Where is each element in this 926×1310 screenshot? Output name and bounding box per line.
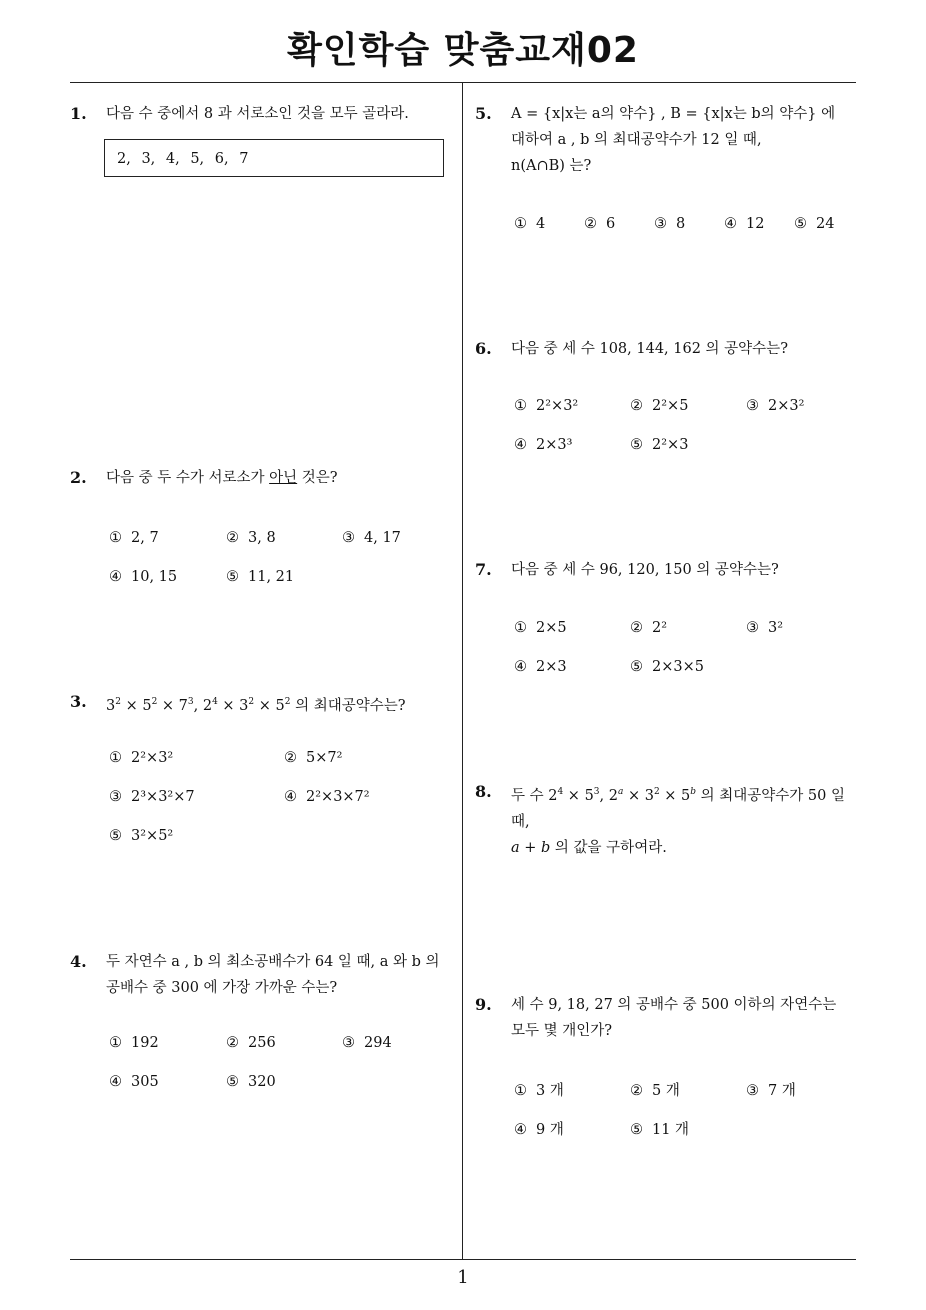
choice-1[interactable]: ① 2×5 [514, 620, 567, 636]
page-title: 확인학습 맞춤교재02 [287, 30, 639, 71]
choice-3[interactable]: ③ 4, 17 [342, 530, 401, 546]
choice-4[interactable]: ④ 2×3 [514, 659, 567, 675]
question-stem: 다음 수 중에서 8 과 서로소인 것을 모두 골라라. [106, 106, 409, 122]
question-number: 2. [70, 468, 87, 487]
choice-3[interactable]: ③ 8 [654, 216, 686, 232]
choice-3[interactable]: ③ 7 개 [746, 1083, 796, 1099]
choice-5[interactable]: ⑤ 11, 21 [226, 569, 295, 585]
choice-1[interactable]: ① 3 개 [514, 1083, 564, 1099]
question-stem: 다음 중 세 수 96, 120, 150 의 공약수는? [511, 562, 779, 578]
column-divider [462, 83, 463, 1259]
choice-2[interactable]: ② 3, 8 [226, 530, 276, 546]
question-stem: 두 수 $2^4 \times 5^3$, $2^a \times 3^2 \times 5^b$ 의 최대공약수가 50 일 때, a + b 의 값을 구하여라. [511, 787, 845, 856]
choice-2[interactable]: ② 5×7² [284, 750, 343, 766]
choice-1[interactable]: ① 4 [514, 216, 546, 232]
choice-4[interactable]: ④ 9 개 [514, 1122, 564, 1138]
question-number: 7. [475, 560, 492, 579]
question-stem: $3^2 \times 5^2 \times 7^3$, $2^4 \times 3^2 \times 5^2$ 의 최대공약수는? [106, 697, 406, 714]
top-rule [70, 82, 856, 83]
question-number: 6. [475, 339, 492, 358]
choice-1[interactable]: ① 2²×3² [109, 750, 174, 766]
choice-1[interactable]: ① 2, 7 [109, 530, 159, 546]
question-number: 1. [70, 104, 87, 123]
question-number: 9. [475, 995, 492, 1014]
number-box: 2, 3, 4, 5, 6, 7 [104, 139, 444, 177]
choice-4[interactable]: ④ 2×3³ [514, 437, 573, 453]
question-stem: 다음 중 두 수가 서로소가 아닌 것은? [106, 470, 338, 486]
choice-4[interactable]: ④ 12 [724, 216, 765, 232]
choice-5[interactable]: ⑤ 2²×3 [630, 437, 689, 453]
choice-5[interactable]: ⑤ 320 [226, 1074, 276, 1090]
question-number: 5. [475, 104, 492, 123]
question-number: 4. [70, 952, 87, 971]
choice-1[interactable]: ① 2²×3² [514, 398, 579, 414]
choice-5[interactable]: ⑤ 3²×5² [109, 828, 174, 844]
choice-5[interactable]: ⑤ 2×3×5 [630, 659, 704, 675]
choice-4[interactable]: ④ 305 [109, 1074, 159, 1090]
question-stem: 세 수 9, 18, 27 의 공배수 중 500 이하의 자연수는 모두 몇 개인가? [511, 997, 837, 1039]
choice-2[interactable]: ② 256 [226, 1035, 276, 1051]
question-number: 8. [475, 782, 492, 801]
choice-2[interactable]: ② 2² [630, 620, 668, 636]
choice-1[interactable]: ① 192 [109, 1035, 159, 1051]
choice-3[interactable]: ③ 2³×3²×7 [109, 789, 195, 805]
choice-3[interactable]: ③ 2×3² [746, 398, 805, 414]
choice-2[interactable]: ② 6 [584, 216, 616, 232]
underlined-word: 아닌 [269, 470, 298, 486]
choice-5[interactable]: ⑤ 24 [794, 216, 835, 232]
choice-5[interactable]: ⑤ 11 개 [630, 1122, 690, 1138]
question-number: 3. [70, 692, 87, 711]
bottom-rule [70, 1259, 856, 1260]
choice-4[interactable]: ④ 2²×3×7² [284, 789, 370, 805]
choice-3[interactable]: ③ 3² [746, 620, 784, 636]
choice-2[interactable]: ② 2²×5 [630, 398, 689, 414]
question-stem: A = {x|x는 a의 약수} , B = {x|x는 b의 약수} 에 대하여 a , b 의 최대공약수가 12 일 때, n(A∩B) 는? [511, 106, 836, 174]
page-number: 1 [457, 1267, 469, 1288]
choice-4[interactable]: ④ 10, 15 [109, 569, 178, 585]
question-stem: 두 자연수 a , b 의 최소공배수가 64 일 때, a 와 b 의 공배수 중 300 에 가장 가까운 수는? [106, 954, 440, 996]
question-stem: 다음 중 세 수 108, 144, 162 의 공약수는? [511, 341, 788, 357]
choice-2[interactable]: ② 5 개 [630, 1083, 680, 1099]
choice-3[interactable]: ③ 294 [342, 1035, 392, 1051]
